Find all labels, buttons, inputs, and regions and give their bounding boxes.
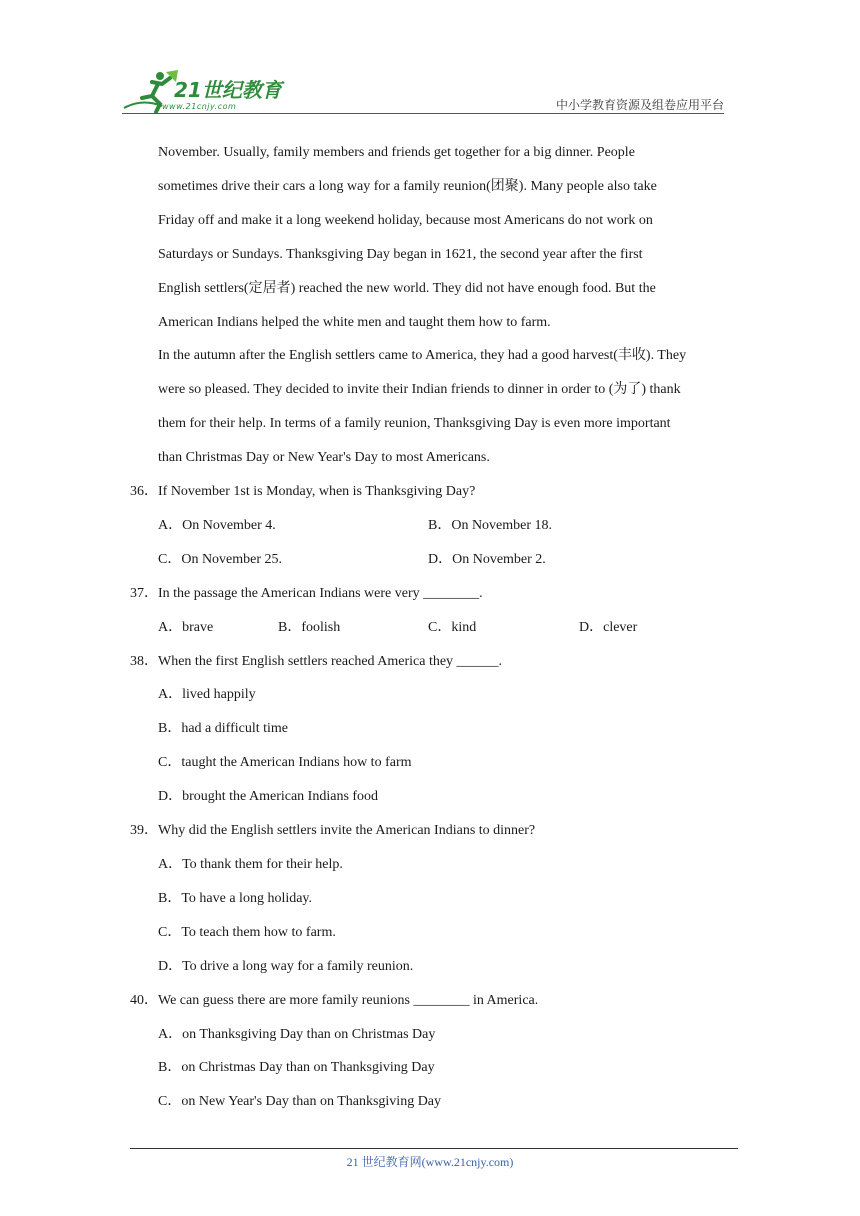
option-d[interactable]: D．brought the American Indians food [158, 789, 379, 805]
passage-line: English settlers(定居者) reached the new world. They did not have enough food. But the [158, 280, 656, 296]
page-content [130, 136, 740, 1119]
passage-line: November. Usually, family members and friends get together for a big dinner. People [158, 145, 635, 160]
option-d[interactable]: D．To drive a long way for a family reunion. [158, 958, 414, 974]
question-38: 38．When the first English settlers reached America they ______. [130, 653, 503, 669]
question-37: 37．In the passage the American Indians were very ________. [130, 585, 483, 601]
option-b[interactable]: B．had a difficult time [158, 721, 288, 737]
question-39: 39．Why did the English settlers invite the American Indians to dinner? [130, 823, 536, 839]
option-b[interactable]: B．foolish [278, 619, 341, 635]
footer-divider [130, 1148, 738, 1149]
option-c[interactable]: C．On November 25. [158, 551, 283, 567]
passage-line: In the autumn after the English settlers came to America, they had a good harvest(丰收). They [158, 348, 687, 364]
header-divider [122, 113, 724, 114]
question-36-options-row-1 [130, 509, 740, 543]
page-footer: 21 世纪教育网(www.21cnjy.com) [346, 1155, 514, 1169]
option-a[interactable]: A．lived happily [158, 687, 256, 703]
logo-text: 21世纪教育 [174, 78, 282, 102]
option-d[interactable]: D．clever [579, 619, 638, 635]
passage-line: American Indians helped the white men and taught them how to farm. [158, 314, 551, 330]
reading-passage [130, 136, 740, 475]
option-c[interactable]: C．on New Year's Day than on Thanksgiving Day [158, 1094, 442, 1110]
option-c[interactable]: C．kind [428, 619, 477, 635]
passage-line: than Christmas Day or New Year's Day to most Americans. [158, 450, 490, 466]
passage-line: Saturdays or Sundays. Thanksgiving Day began in 1621, the second year after the first [158, 246, 643, 262]
passage-line: sometimes drive their cars a long way for a family reunion(团聚). Many people also take [158, 178, 657, 194]
passage-line: Friday off and make it a long weekend holiday, because most Americans do not work on [158, 212, 653, 228]
option-a[interactable]: A．To thank them for their help. [158, 856, 343, 872]
option-c[interactable]: C．taught the American Indians how to farm [158, 755, 412, 771]
platform-name: 中小学教育资源及组卷应用平台 [555, 98, 724, 112]
option-b[interactable]: B．On November 18. [428, 517, 553, 533]
option-b[interactable]: B．To have a long holiday. [158, 890, 313, 906]
option-c[interactable]: C．To teach them how to farm. [158, 924, 336, 940]
option-a[interactable]: A．On November 4. [158, 517, 276, 533]
page-header [122, 62, 724, 116]
question-37-options [130, 611, 740, 645]
option-a[interactable]: A．brave [158, 619, 214, 635]
passage-line: them for their help. In terms of a family reunion, Thanksgiving Day is even more important [158, 416, 671, 432]
question-36-options-row-2 [130, 543, 740, 577]
question-36: 36．If November 1st is Monday, when is Thanksgiving Day? [130, 484, 476, 500]
passage-line: were so pleased. They decided to invite their Indian friends to dinner in order to (为了) thank [158, 382, 681, 398]
option-a[interactable]: A．on Thanksgiving Day than on Christmas Day [158, 1026, 436, 1042]
logo-url: www.21cnjy.com [162, 102, 237, 111]
option-b[interactable]: B．on Christmas Day than on Thanksgiving Day [158, 1060, 435, 1076]
option-d[interactable]: D．On November 2. [428, 551, 546, 567]
question-40: 40．We can guess there are more family reunions ________ in America. [130, 992, 539, 1008]
logo [122, 68, 292, 114]
